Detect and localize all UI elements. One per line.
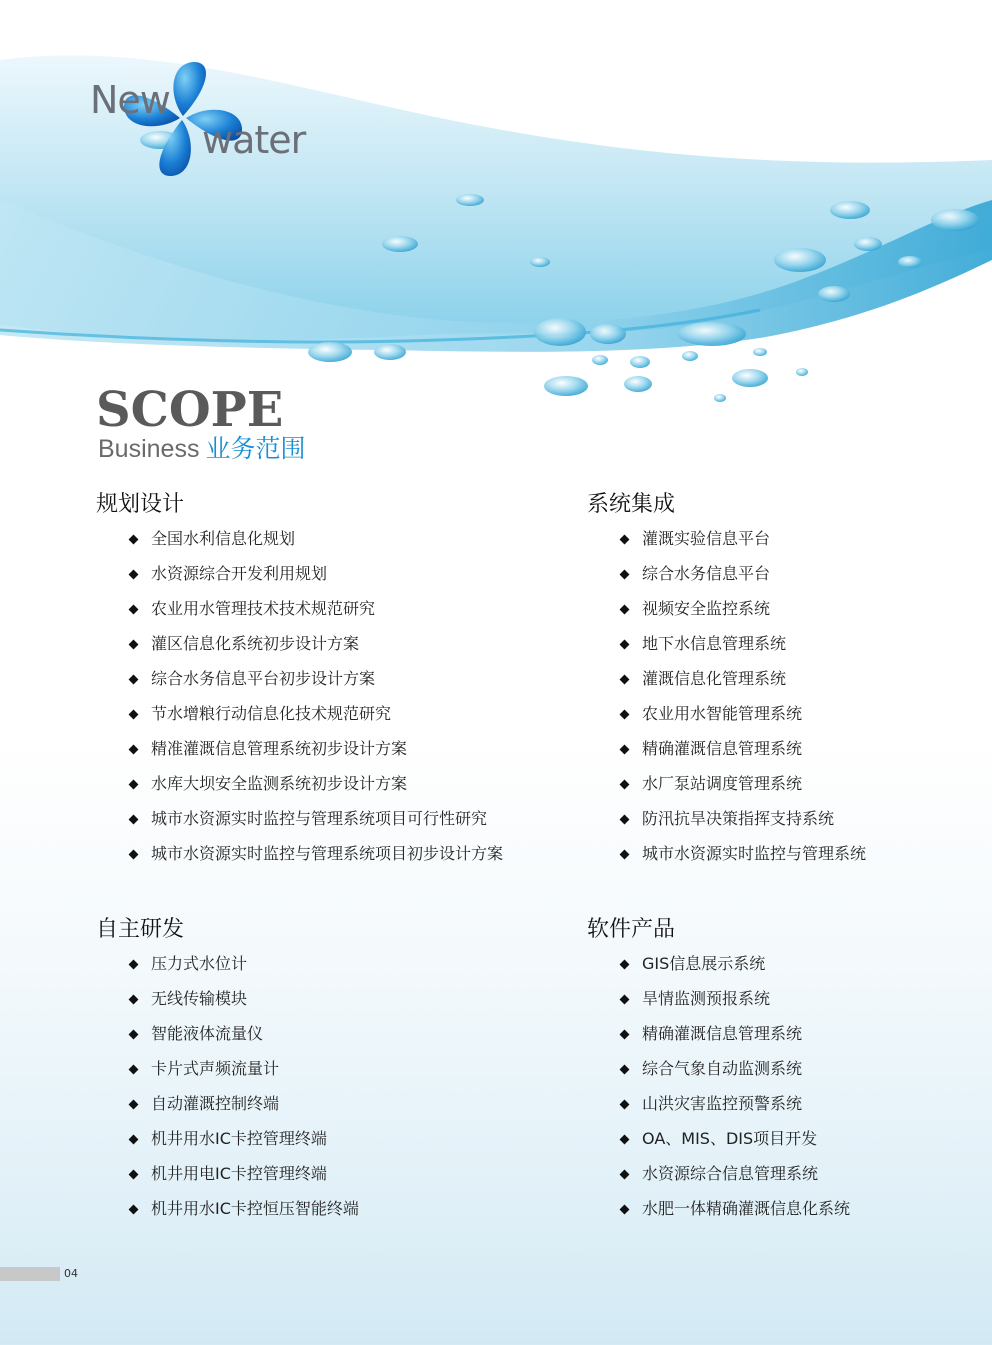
diamond-bullet-icon <box>620 605 630 615</box>
diamond-bullet-icon <box>129 1205 139 1215</box>
diamond-bullet-icon <box>129 710 139 720</box>
diamond-bullet-icon <box>129 535 139 545</box>
list-item: 机井用水IC卡控管理终端 <box>96 1128 536 1163</box>
diamond-bullet-icon <box>620 1100 630 1110</box>
diamond-bullet-icon <box>620 745 630 755</box>
diamond-bullet-icon <box>620 780 630 790</box>
list-item: 卡片式声频流量计 <box>96 1058 536 1093</box>
diamond-bullet-icon <box>620 1170 630 1180</box>
diamond-bullet-icon <box>620 995 630 1005</box>
diamond-bullet-icon <box>129 815 139 825</box>
list-item: 水库大坝安全监测系统初步设计方案 <box>96 773 536 808</box>
section-heading: 自主研发 <box>96 917 185 942</box>
diamond-bullet-icon <box>129 780 139 790</box>
list-item: 机井用电IC卡控管理终端 <box>96 1163 536 1198</box>
diamond-bullet-icon <box>620 535 630 545</box>
list-item: 无线传输模块 <box>96 988 536 1023</box>
diamond-bullet-icon <box>129 745 139 755</box>
diamond-bullet-icon <box>129 960 139 970</box>
diamond-bullet-icon <box>129 570 139 580</box>
diamond-bullet-icon <box>129 605 139 615</box>
list-item: 视频安全监控系统 <box>587 598 992 633</box>
diamond-bullet-icon <box>129 850 139 860</box>
list-item: 农业用水智能管理系统 <box>587 703 992 738</box>
list-item: 灌溉信息化管理系统 <box>587 668 992 703</box>
section-rnd <box>96 915 536 1233</box>
list-item: GIS信息展示系统 <box>587 953 992 988</box>
list-item: 城市水资源实时监控与管理系统 <box>587 843 992 878</box>
list-item: 精准灌溉信息管理系统初步设计方案 <box>96 738 536 773</box>
diamond-bullet-icon <box>620 640 630 650</box>
diamond-bullet-icon <box>129 1065 139 1075</box>
list-item: 综合水务信息平台 <box>587 563 992 598</box>
diamond-bullet-icon <box>620 675 630 685</box>
list-item: 精确灌溉信息管理系统 <box>587 738 992 773</box>
item-list <box>587 953 992 1233</box>
list-item: 农业用水管理技术技术规范研究 <box>96 598 536 633</box>
diamond-bullet-icon <box>129 1135 139 1145</box>
section-planning <box>96 490 536 878</box>
item-list <box>96 953 536 1233</box>
list-item: 水厂泵站调度管理系统 <box>587 773 992 808</box>
list-item: 节水增粮行动信息化技术规范研究 <box>96 703 536 738</box>
diamond-bullet-icon <box>129 1170 139 1180</box>
list-item: 综合水务信息平台初步设计方案 <box>96 668 536 703</box>
list-item: 水资源综合开发利用规划 <box>96 563 536 598</box>
subtitle-english: Business <box>98 435 200 463</box>
list-item: 智能液体流量仪 <box>96 1023 536 1058</box>
diamond-bullet-icon <box>620 1065 630 1075</box>
diamond-bullet-icon <box>129 640 139 650</box>
list-item: 城市水资源实时监控与管理系统项目初步设计方案 <box>96 843 536 878</box>
diamond-bullet-icon <box>620 710 630 720</box>
list-item: 防汛抗旱决策指挥支持系统 <box>587 808 992 843</box>
list-item: 灌溉实验信息平台 <box>587 528 992 563</box>
logo-word-water: water <box>202 118 306 162</box>
list-item: 旱情监测预报系统 <box>587 988 992 1023</box>
list-item: 全国水利信息化规划 <box>96 528 536 563</box>
section-software <box>587 915 992 1233</box>
diamond-bullet-icon <box>620 1135 630 1145</box>
list-item: 地下水信息管理系统 <box>587 633 992 668</box>
list-item: 水资源综合信息管理系统 <box>587 1163 992 1198</box>
section-heading: 规划设计 <box>96 492 185 517</box>
section-heading: 系统集成 <box>587 492 676 517</box>
page-title: SCOPE <box>96 382 284 438</box>
diamond-bullet-icon <box>129 675 139 685</box>
item-list <box>587 528 992 878</box>
section-heading: 软件产品 <box>587 917 676 942</box>
list-item: 山洪灾害监控预警系统 <box>587 1093 992 1128</box>
list-item: 精确灌溉信息管理系统 <box>587 1023 992 1058</box>
list-item: 水肥一体精确灌溉信息化系统 <box>587 1198 992 1233</box>
page-number-bar <box>0 1267 60 1281</box>
list-item: 综合气象自动监测系统 <box>587 1058 992 1093</box>
diamond-bullet-icon <box>129 1030 139 1040</box>
list-item: 灌区信息化系统初步设计方案 <box>96 633 536 668</box>
subtitle-chinese: 业务范围 <box>205 434 306 463</box>
list-item: 压力式水位计 <box>96 953 536 988</box>
list-item: 机井用水IC卡控恒压智能终端 <box>96 1198 536 1233</box>
section-integration <box>587 490 992 878</box>
diamond-bullet-icon <box>620 1030 630 1040</box>
item-list <box>96 528 536 878</box>
list-item: 城市水资源实时监控与管理系统项目可行性研究 <box>96 808 536 843</box>
diamond-bullet-icon <box>620 570 630 580</box>
page-subtitle <box>98 433 305 465</box>
diamond-bullet-icon <box>129 1100 139 1110</box>
diamond-bullet-icon <box>129 995 139 1005</box>
list-item: 自动灌溉控制终端 <box>96 1093 536 1128</box>
page-number: 04 <box>64 1267 78 1280</box>
logo-word-new: New <box>90 78 170 122</box>
list-item: OA、MIS、DIS项目开发 <box>587 1128 992 1163</box>
diamond-bullet-icon <box>620 815 630 825</box>
diamond-bullet-icon <box>620 1205 630 1215</box>
diamond-bullet-icon <box>620 850 630 860</box>
diamond-bullet-icon <box>620 960 630 970</box>
new-water-logo <box>88 56 318 186</box>
